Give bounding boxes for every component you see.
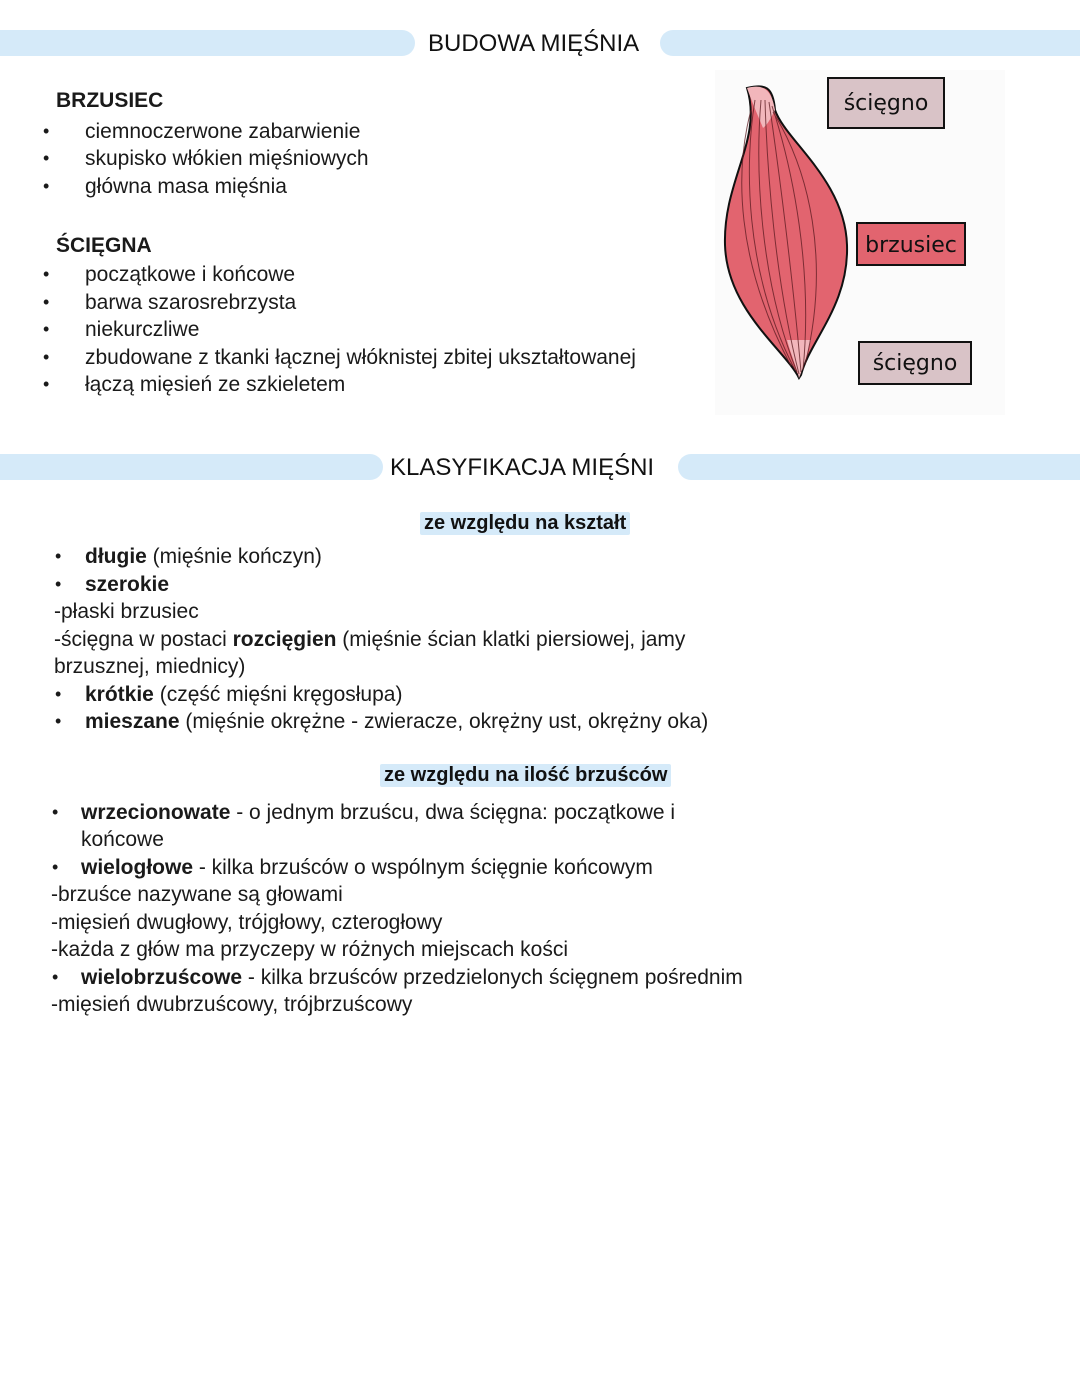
heading-klasyfikacja-miesni: KLASYFIKACJA MIĘŚNI	[390, 454, 655, 481]
muscle-diagram	[715, 70, 1005, 415]
count-item-wielglowe: wielogłowe - kilka brzuśców o wspólnym ścięgnie końcowym	[81, 856, 653, 879]
bullet-icon: •	[52, 967, 59, 987]
label-belly	[857, 223, 965, 265]
bullet-icon: •	[43, 176, 50, 196]
bullet-icon: •	[55, 684, 62, 704]
count-line: -mięsień dwubrzuścowy, trójbrzuścowy	[51, 993, 413, 1016]
shape-line: -ścięgna w postaci rozcięgien (mięśnie ścian klatki piersiowej, jamy	[54, 628, 686, 651]
shape-item-mieszane: mieszane (mięśnie okrężne - zwieracze, okrężny ust, okrężny oka)	[85, 710, 709, 733]
bullet-icon: •	[43, 264, 50, 284]
label-tendon-bottom-text: ścięgno	[872, 351, 958, 376]
bullet-icon: •	[52, 857, 59, 877]
count-line: -każda z głów ma przyczepy w różnych miejscach kości	[51, 938, 569, 961]
label-belly-text: brzusiec	[865, 233, 957, 258]
title-sciegna: ŚCIĘGNA	[56, 234, 152, 257]
brzusiec-item: ciemnoczerwone zabarwienie	[85, 120, 361, 143]
bullet-icon: •	[55, 574, 62, 594]
sciegna-item: zbudowane z tkanki łącznej włóknistej zbitej ukształtowanej	[85, 346, 636, 369]
label-tendon-top-text: ścięgno	[843, 91, 929, 116]
bullet-icon: •	[55, 711, 62, 731]
shape-line: -płaski brzusiec	[54, 600, 199, 623]
bullet-icon: •	[43, 148, 50, 168]
heading-budowa-miesnia: BUDOWA MIĘŚNIA	[428, 30, 640, 57]
subheading-shape: ze względu na kształt	[420, 512, 630, 535]
bullet-icon: •	[43, 347, 50, 367]
count-line: końcowe	[81, 828, 164, 851]
title-brzusiec: BRZUSIEC	[56, 89, 164, 112]
bullet-icon: •	[55, 546, 62, 566]
sciegna-item: łączą mięsień ze szkieletem	[85, 373, 346, 396]
sciegna-item: początkowe i końcowe	[85, 263, 296, 286]
count-item-wielobrzuscowe: wielobrzuścowe - kilka brzuśców przedzielonych ścięgnem pośrednim	[81, 966, 743, 989]
bullet-icon: •	[43, 121, 50, 141]
subheading-count: ze względu na ilość brzuśców	[380, 764, 671, 787]
bullet-icon: •	[43, 292, 50, 312]
count-item-wrzecionowate: wrzecionowate - o jednym brzuścu, dwa ścięgna: początkowe i	[81, 801, 676, 824]
label-tendon-top	[828, 78, 944, 128]
sciegna-item: niekurczliwe	[85, 318, 200, 341]
label-tendon-bottom	[859, 342, 971, 384]
brzusiec-item: skupisko włókien mięśniowych	[85, 147, 369, 170]
count-line: -brzuśce nazywane są głowami	[51, 883, 343, 906]
shape-item-dlugie: długie (mięśnie kończyn)	[85, 545, 322, 568]
count-line: -mięsień dwugłowy, trójgłowy, czterogłowy	[51, 911, 443, 934]
bullet-icon: •	[43, 374, 50, 394]
shape-line: brzusznej, miednicy)	[54, 655, 246, 678]
bullet-icon: •	[43, 319, 50, 339]
sciegna-item: barwa szarosrebrzysta	[85, 291, 297, 314]
brzusiec-item: główna masa mięśnia	[85, 175, 287, 198]
shape-item-szerokie: szerokie	[85, 573, 170, 596]
shape-item-krotkie: krótkie (część mięśni kręgosłupa)	[85, 683, 403, 706]
bullet-icon: •	[52, 802, 59, 822]
